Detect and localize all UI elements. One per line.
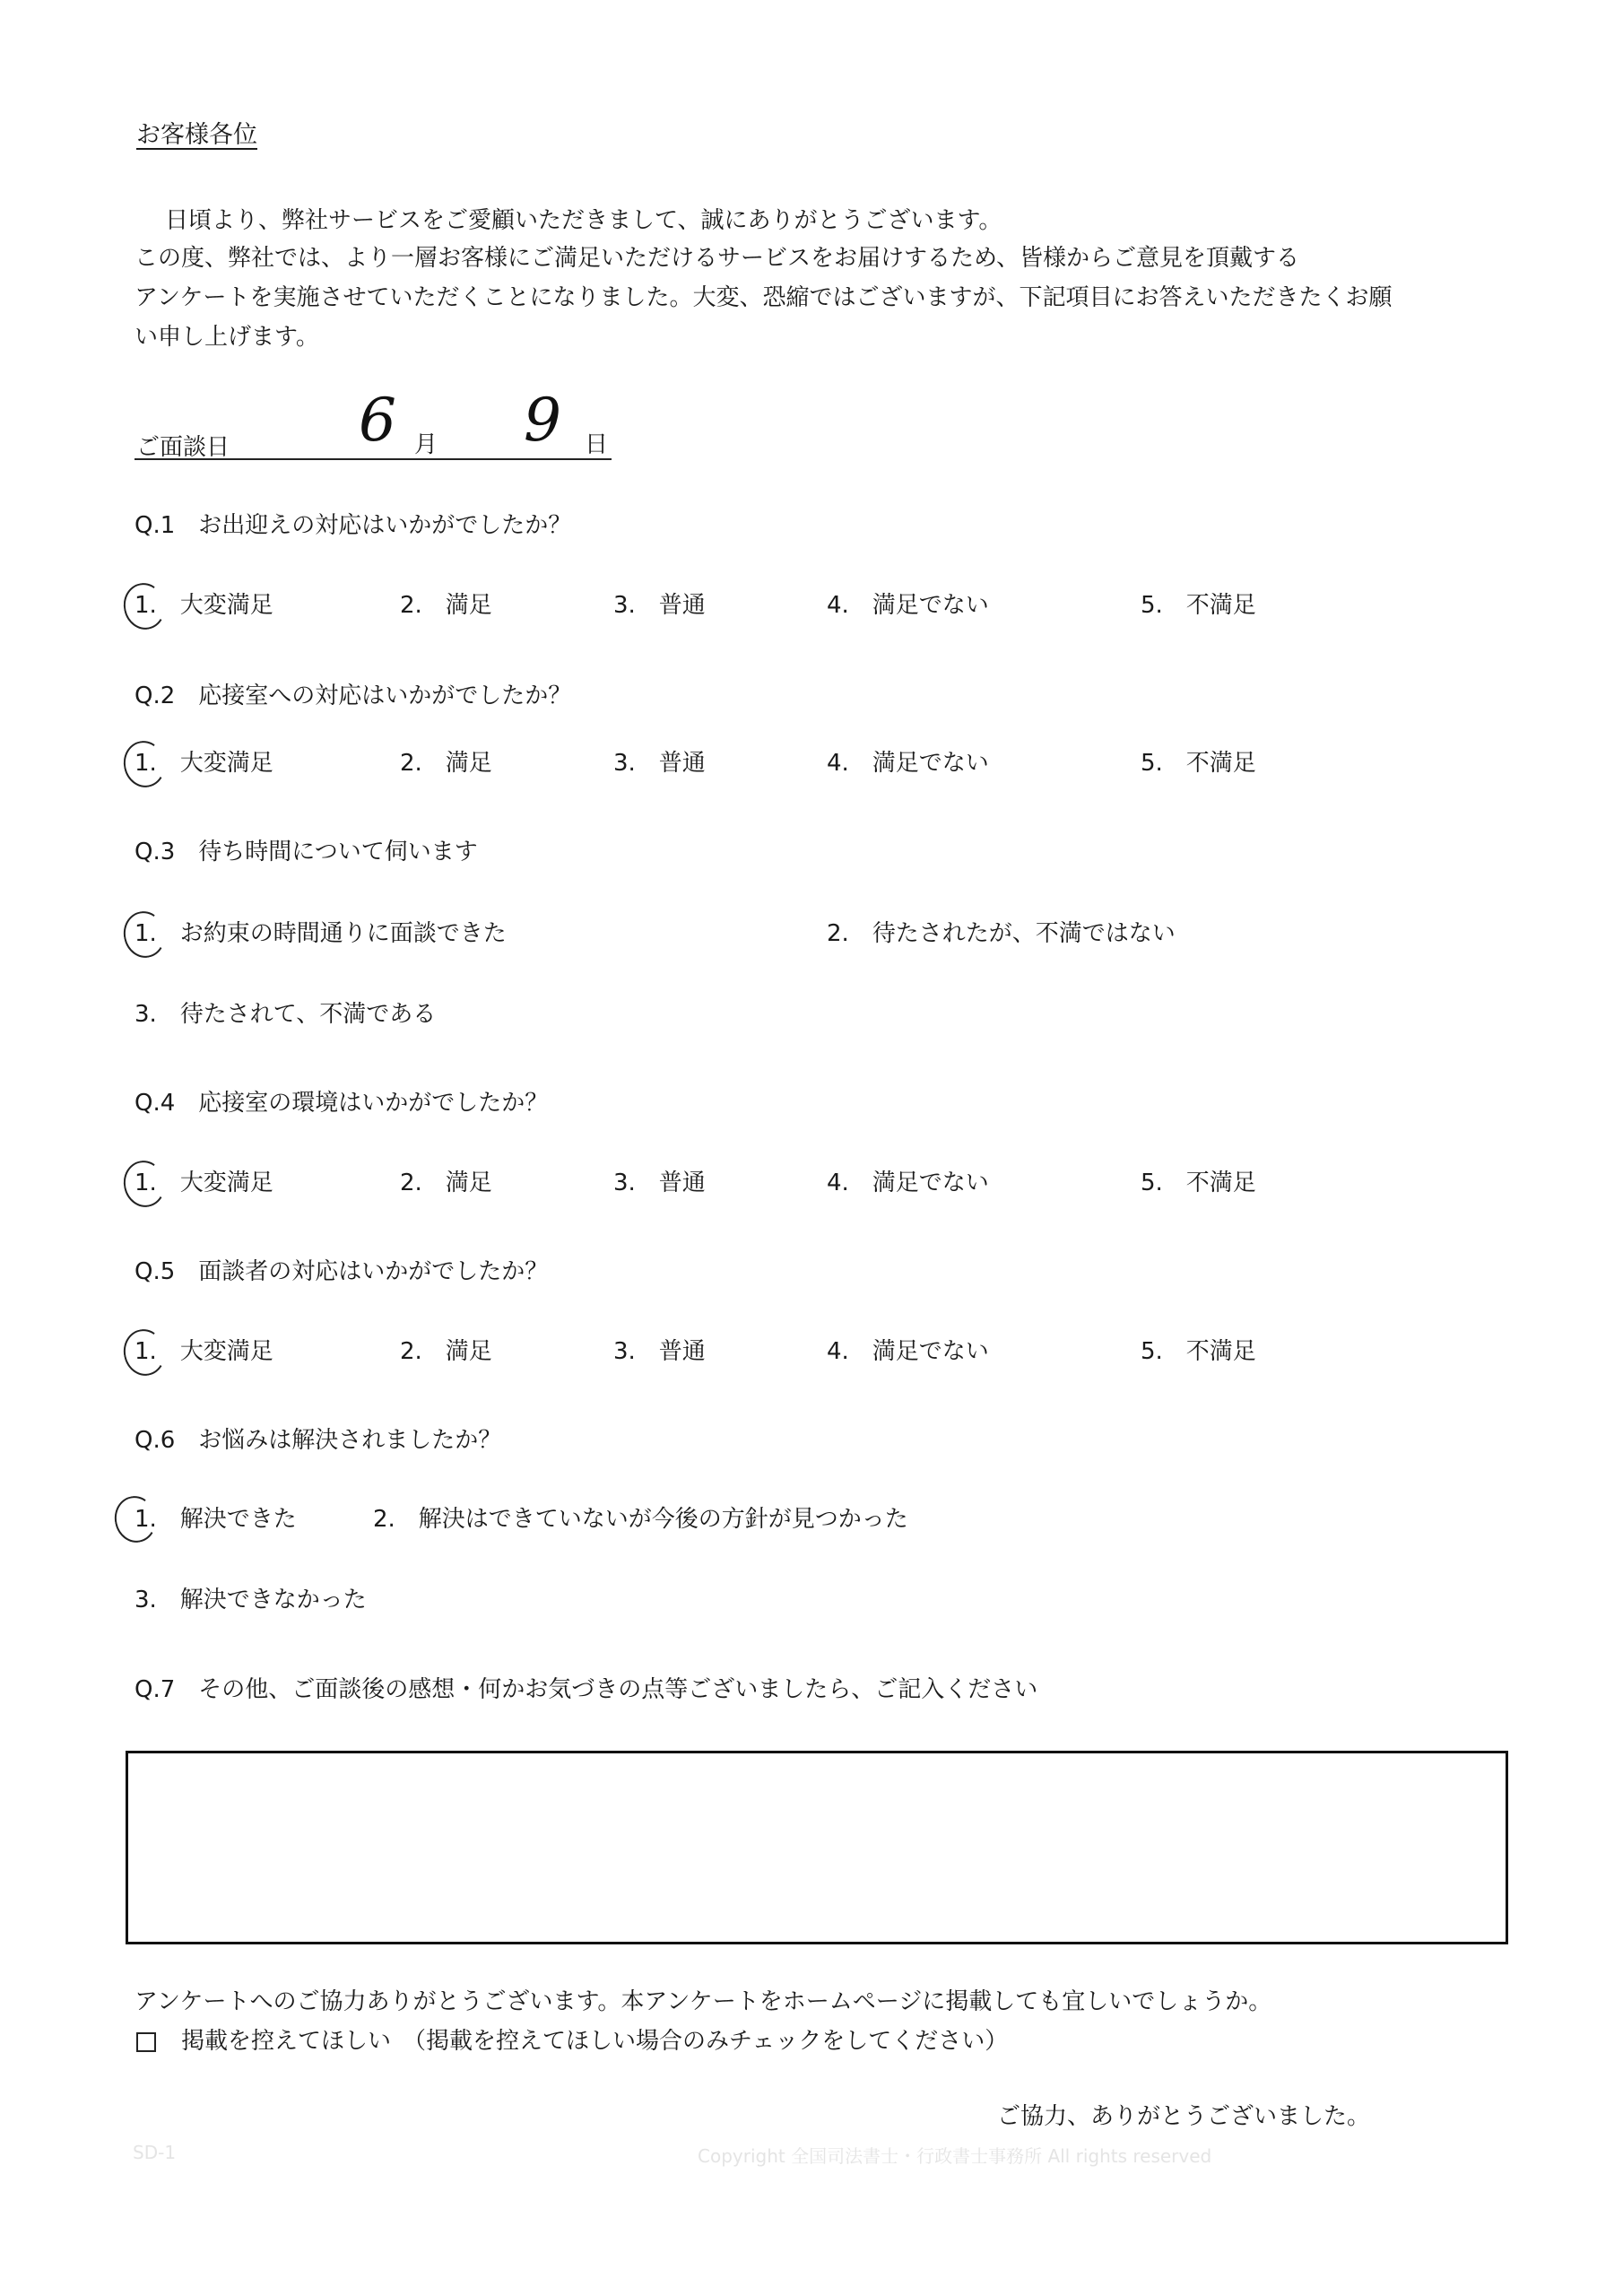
q1-option-5[interactable]: 5. 不満足 — [1141, 592, 1256, 619]
q4-option-1[interactable]: 1. 大変満足 — [135, 1170, 273, 1196]
q1-option-1[interactable]: 1. 大変満足 — [135, 592, 273, 619]
footer-copyright: Copyright 全国司法書士・行政書士事務所 All rights reserved — [698, 2145, 1212, 2167]
consent-row — [136, 2025, 1008, 2057]
q2-option-4[interactable]: 4. 満足でない — [827, 750, 989, 777]
q3-option-2[interactable]: 2. 待たされたが、不満ではない — [827, 920, 1176, 947]
closing-message: ご協力、ありがとうございました。 — [997, 2103, 1371, 2130]
consent-question: アンケートへのご協力ありがとうございます。本アンケートをホームページに掲載しても宜しいでしょうか。 — [135, 1988, 1272, 2015]
q6-title: Q.6 お悩みは解決されましたか？ — [135, 1427, 502, 1454]
q6-option-2[interactable]: 2. 解決はできていないが今後の方針が見つかった — [373, 1506, 908, 1533]
q4-title: Q.4 応接室の環境はいかがでしたか？ — [135, 1090, 549, 1117]
consent-checkbox-label: 掲載を控えてほしい （掲載を控えてほしい場合のみチェックをしてください） — [181, 2028, 1009, 2055]
q5-option-4[interactable]: 4. 満足でない — [827, 1338, 989, 1365]
meeting-day-value[interactable]: 9 — [524, 386, 561, 455]
q3-title: Q.3 待ち時間について伺います — [135, 839, 478, 865]
q6-option-3[interactable]: 3. 解決できなかった — [135, 1587, 367, 1613]
meeting-day-label: 日 — [585, 431, 609, 458]
q1-option-3[interactable]: 3. 普通 — [613, 592, 706, 619]
q3-option-1[interactable]: 1. お約束の時間通りに面談できた — [135, 920, 507, 947]
q4-option-4[interactable]: 4. 満足でない — [827, 1170, 989, 1196]
q3-option-3[interactable]: 3. 待たされて、不満である — [135, 1001, 437, 1028]
salutation: お客様各位 — [136, 121, 257, 149]
q2-option-2[interactable]: 2. 満足 — [400, 750, 492, 777]
meeting-month-value[interactable]: 6 — [359, 386, 396, 455]
footer-code: SD-1 — [133, 2142, 177, 2163]
q5-title: Q.5 面談者の対応はいかがでしたか？ — [135, 1258, 549, 1285]
q6-option-1[interactable]: 1. 解決できた — [135, 1506, 297, 1533]
meeting-date-label: ご面談日 — [136, 434, 230, 461]
q7-title: Q.7 その他、ご面談後の感想・何かお気づきの点等ございましたら、ご記入ください — [135, 1676, 1038, 1703]
q1-title: Q.1 お出迎えの対応はいかがでしたか？ — [135, 512, 572, 539]
q4-option-2[interactable]: 2. 満足 — [400, 1170, 492, 1196]
q4-option-5[interactable]: 5. 不満足 — [1141, 1170, 1256, 1196]
q2-title: Q.2 応接室への対応はいかがでしたか？ — [135, 683, 572, 709]
q2-option-5[interactable]: 5. 不満足 — [1141, 750, 1256, 777]
q2-option-1[interactable]: 1. 大変満足 — [135, 750, 273, 777]
intro-line-4: い申し上げます。 — [135, 324, 319, 351]
meeting-date-underline — [135, 458, 612, 460]
intro-line-3: アンケートを実施させていただくことになりました。大変、恐縮ではございますが、下記項目にお答えいただきたくお願 — [135, 284, 1393, 311]
q5-option-1[interactable]: 1. 大変満足 — [135, 1338, 273, 1365]
q4-option-3[interactable]: 3. 普通 — [613, 1170, 706, 1196]
q5-option-5[interactable]: 5. 不満足 — [1141, 1338, 1256, 1365]
q1-option-4[interactable]: 4. 満足でない — [827, 592, 989, 619]
q5-option-3[interactable]: 3. 普通 — [613, 1338, 706, 1365]
comment-text — [128, 1753, 1506, 1779]
consent-checkbox[interactable] — [136, 2032, 156, 2052]
q5-option-2[interactable]: 2. 満足 — [400, 1338, 492, 1365]
q2-option-3[interactable]: 3. 普通 — [613, 750, 706, 777]
q1-option-2[interactable]: 2. 満足 — [400, 592, 492, 619]
comment-box[interactable] — [126, 1751, 1508, 1944]
meeting-month-label: 月 — [414, 431, 438, 458]
intro-line-2: この度、弊社では、より一層お客様にご満足いただけるサービスをお届けするため、皆様からご意見を頂戴する — [135, 245, 1299, 272]
intro-line-1: 日頃より、弊社サービスをご愛顧いただきまして、誠にありがとうございます。 — [165, 207, 1002, 234]
